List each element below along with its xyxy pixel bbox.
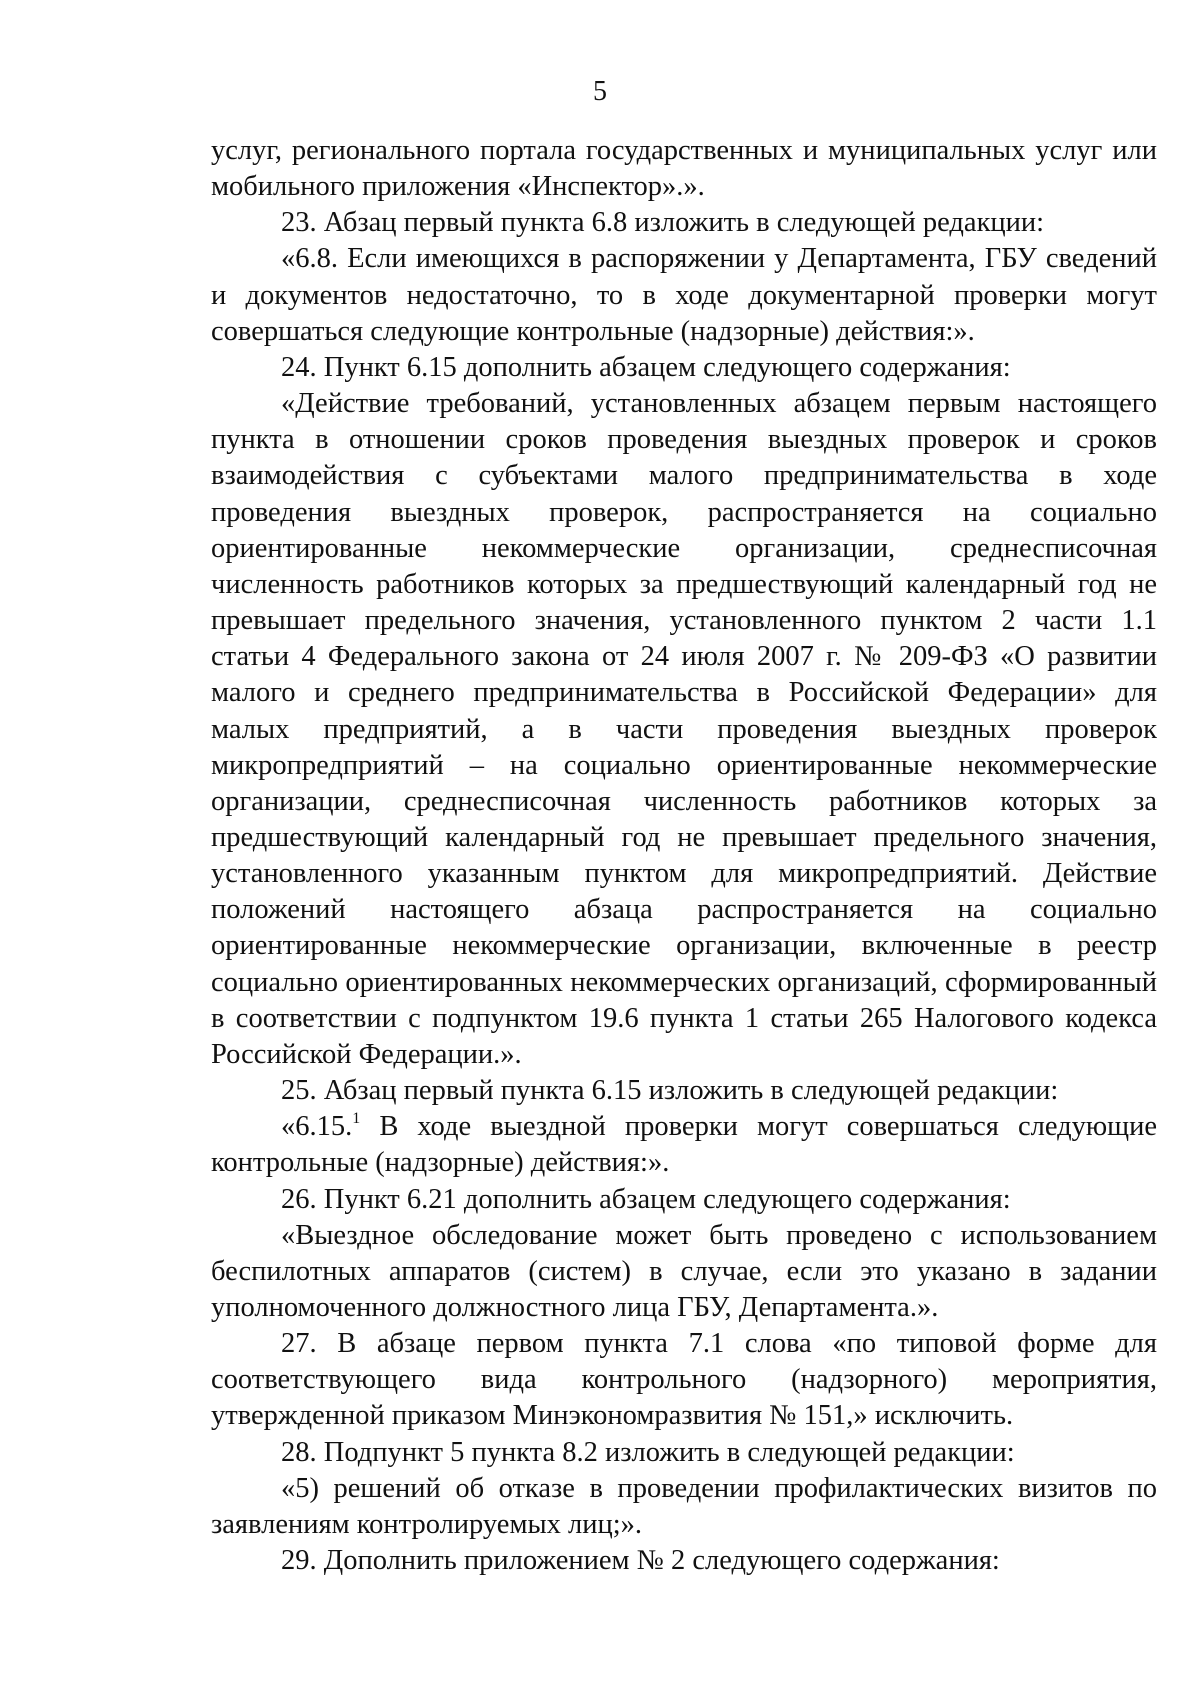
paragraph-item-24: 24. Пункт 6.15 дополнить абзацем следующего содержания: <box>281 351 1011 383</box>
quote-6-15-1-start: «6.15. <box>281 1111 353 1143</box>
paragraph-quote-6-21: «Выездное обследование может быть проведено с использованием беспилотных аппаратов (систем) в случае, если это указано в задании уполномоченного должностного лица ГБУ, Департамента.». <box>211 1219 1157 1323</box>
paragraph-quote-6-15-1 <box>211 1109 1157 1181</box>
page-number: 5 <box>593 76 607 107</box>
paragraph-item-27: 27. В абзаце первом пункта 7.1 слова «по типовой форме для соответствующего вида контрольного (надзорного) мероприятия, утвержденной приказом Минэкономразвития № 151,» исключить. <box>211 1328 1157 1432</box>
paragraph-quote-6-8: «6.8. Если имеющихся в распоряжении у Департамента, ГБУ сведений и документов недостаточно, то в ходе документарной проверки могут совершаться следующие контрольные (надзорные) действия:». <box>211 243 1157 347</box>
paragraph-item-25: 25. Абзац первый пункта 6.15 изложить в следующей редакции: <box>281 1075 1059 1107</box>
paragraph-continuation: услуг, регионального портала государственных и муниципальных услуг или мобильного приложения «Инспектор».». <box>211 135 1157 203</box>
paragraph-item-29: 29. Дополнить приложением № 2 следующего содержания: <box>281 1545 1000 1577</box>
paragraph-item-28: 28. Подпункт 5 пункта 8.2 изложить в следующей редакции: <box>281 1436 1015 1468</box>
superscript-1: 1 <box>352 1110 361 1128</box>
paragraph-quote-6-15: «Действие требований, установленных абзацем первым настоящего пункта в отношении сроков проведения выездных проверок и сроков взаимодействия с субъектами малого предпринимательства в ходе проведения выездных проверок, распространяется на социально ориентированные некоммерческие организации, среднесписочная численность работников которых за предшествующий календарный год не превышает предельного значения, установленного пунктом 2 части 1.1 статьи 4 Федерального закона от 24 июля 2007 г. № 209-ФЗ «О развитии малого и среднего предпринимательства в Российской Федерации» для малых предприятий, а в части проведения выездных проверок микропредприятий – на социально ориентированные некоммерческие организации, среднесписочная численность работников которых за предшествующий календарный год не превышает предельного значения, установленного указанным пунктом для микропредприятий. Действие положений настоящего абзаца распространяется на социально ориентированные некоммерческие организации, включенные в реестр социально ориентированных некоммерческих организаций, сформированный в соответствии с подпунктом 19.6 пункта 1 статьи 265 Налогового кодекса Российской Федерации.». <box>211 388 1157 1070</box>
document-body <box>211 133 1157 1579</box>
paragraph-item-26: 26. Пункт 6.21 дополнить абзацем следующего содержания: <box>281 1183 1011 1215</box>
quote-6-15-1-rest: В ходе выездной проверки могут совершаться следующие контрольные (надзорные) действия:». <box>211 1111 1157 1179</box>
paragraph-quote-8-2: «5) решений об отказе в проведении профилактических визитов по заявлениям контролируемых лиц;». <box>211 1472 1157 1540</box>
paragraph-item-23: 23. Абзац первый пункта 6.8 изложить в следующей редакции: <box>281 207 1045 239</box>
